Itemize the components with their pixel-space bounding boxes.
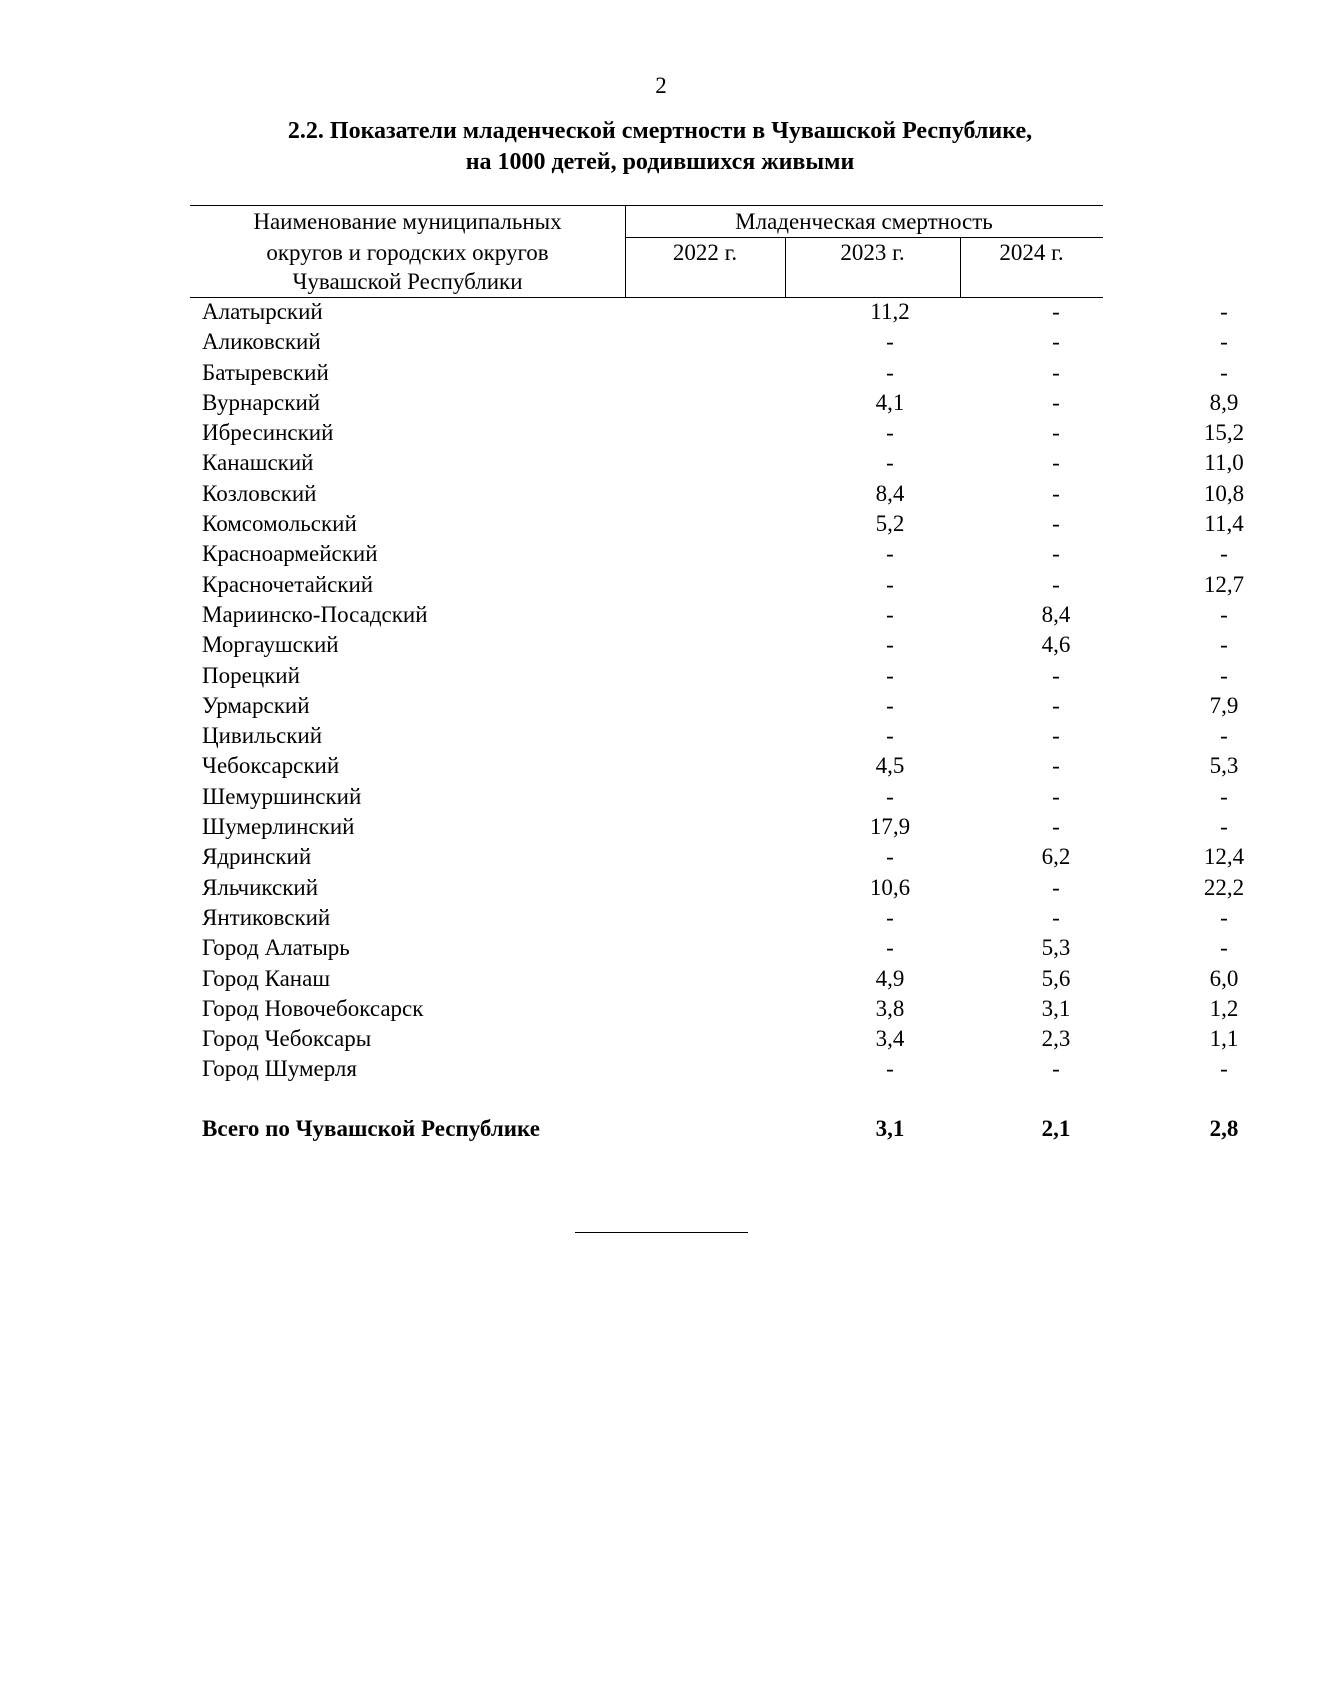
cell-2024: - (1220, 541, 1228, 567)
row-name: Канашский (202, 450, 314, 476)
total-2022: 3,1 (875, 1116, 905, 1141)
row-name: Порецкий (202, 662, 300, 688)
cell-2023: - (1052, 511, 1060, 537)
cell-2024: - (1220, 601, 1228, 627)
cell-2023: 4,6 (1041, 632, 1071, 658)
cell-2023: - (1052, 723, 1060, 749)
row-name: Янтиковский (202, 904, 331, 930)
table-row (190, 903, 1228, 933)
table-row (190, 782, 1228, 812)
cell-2024: - (1220, 299, 1228, 324)
row-name: Шемуршинский (202, 783, 362, 809)
row-name: Козловский (202, 480, 317, 506)
cell-2022: - (886, 359, 894, 385)
row-name: Шумерлинский (202, 814, 355, 840)
cell-2024: 10,8 (1203, 480, 1245, 506)
row-name: Город Алатырь (202, 935, 350, 961)
cell-2024: 12,7 (1203, 571, 1245, 597)
table-row (190, 388, 1239, 418)
table-total-row (190, 1114, 1239, 1146)
row-name: Яльчикский (202, 874, 319, 900)
document-title (190, 116, 1130, 178)
cell-2023: - (1052, 783, 1060, 809)
cell-2022: 3,4 (875, 1026, 905, 1052)
table-row (190, 1054, 1228, 1084)
row-name: Город Чебоксары (202, 1026, 372, 1052)
table-row (190, 933, 1228, 963)
total-label: Всего по Чувашской Республике (202, 1116, 540, 1141)
cell-2022: - (886, 632, 894, 658)
table-row (190, 812, 1228, 842)
cell-2023: - (1052, 571, 1060, 597)
cell-2022: - (886, 662, 894, 688)
cell-2024: 7,9 (1209, 692, 1239, 718)
row-name: Чебоксарский (202, 753, 340, 779)
table-row (190, 1024, 1239, 1054)
cell-2022: - (886, 1056, 894, 1082)
table-row (190, 873, 1245, 903)
cell-2024: - (1220, 783, 1228, 809)
table-row (190, 297, 1228, 327)
table-row (190, 418, 1245, 448)
header-year-2022: 2022 г. (672, 240, 738, 265)
table-row (190, 751, 1239, 781)
page-number: 2 (655, 73, 667, 98)
cell-2024: - (1220, 632, 1228, 658)
header-year-2023: 2023 г. (840, 240, 905, 265)
cell-2024: 6,0 (1209, 965, 1239, 991)
row-name: Аликовский (202, 329, 321, 355)
cell-2024: - (1220, 723, 1228, 749)
cell-2023: - (1052, 874, 1060, 900)
table-row (190, 327, 1228, 357)
row-name: Урмарский (202, 692, 310, 718)
cell-2024: - (1220, 935, 1228, 961)
cell-2022: - (886, 450, 894, 476)
cell-2022: - (886, 844, 894, 870)
cell-2022: - (886, 329, 894, 355)
cell-2023: 6,2 (1041, 844, 1071, 870)
row-name: Моргаушский (202, 632, 339, 658)
cell-2022: - (886, 935, 894, 961)
cell-2023: 3,1 (1041, 995, 1071, 1021)
cell-2024: - (1220, 814, 1228, 840)
cell-2023: - (1052, 1056, 1060, 1082)
table-row (190, 479, 1245, 509)
cell-2024: 12,4 (1203, 844, 1245, 870)
cell-2022: 3,8 (875, 995, 905, 1021)
table-row (190, 630, 1228, 660)
cell-2024: - (1220, 329, 1228, 355)
row-name: Ядринский (202, 844, 312, 870)
cell-2023: - (1052, 541, 1060, 567)
table-row (190, 964, 1239, 994)
table-row (190, 994, 1239, 1024)
cell-2023: 5,3 (1041, 935, 1071, 961)
cell-2023: - (1052, 814, 1060, 840)
cell-2022: - (886, 420, 894, 446)
cell-2024: 15,2 (1203, 420, 1245, 446)
row-name: Ибресинский (202, 420, 334, 446)
cell-2022: - (886, 723, 894, 749)
cell-2022: 4,1 (875, 389, 905, 415)
header-group-label: Младенческая смертность (735, 209, 993, 234)
table-row (190, 539, 1228, 569)
row-name: Красноармейский (202, 541, 378, 567)
table-row (190, 600, 1228, 630)
header-name-line-2: округов и городских округов (266, 240, 549, 265)
cell-2022: - (886, 783, 894, 809)
cell-2022: 8,4 (875, 480, 905, 506)
table-body (190, 297, 1245, 1085)
cell-2023: - (1052, 420, 1060, 446)
cell-2023: 8,4 (1041, 601, 1071, 627)
row-name: Комсомольский (202, 511, 357, 537)
cell-2022: 11,2 (870, 299, 910, 324)
end-rule (575, 1232, 748, 1233)
cell-2023: - (1052, 904, 1060, 930)
row-name: Город Новочебоксарск (202, 995, 424, 1021)
title-line-1: 2.2. Показатели младенческой смертности в Чувашской Республике, (287, 118, 1033, 144)
cell-2024: 5,3 (1209, 753, 1239, 779)
cell-2024: - (1220, 904, 1228, 930)
table-row (190, 691, 1239, 721)
table-row (190, 570, 1245, 600)
table-row (190, 358, 1228, 388)
cell-2022: - (886, 692, 894, 718)
total-2023: 2,1 (1041, 1116, 1071, 1141)
header-name-line-1: Наименование муниципальных (253, 209, 562, 234)
table-row (190, 842, 1245, 872)
table-row (190, 721, 1228, 751)
row-name: Цивильский (202, 723, 323, 749)
cell-2024: 1,2 (1209, 995, 1239, 1021)
title-line-2: на 1000 детей, родившихся живыми (465, 149, 855, 175)
table-row (190, 661, 1228, 691)
cell-2023: - (1052, 299, 1060, 324)
row-name: Алатырский (202, 299, 323, 324)
cell-2022: 17,9 (869, 814, 911, 840)
cell-2023: 5,6 (1041, 965, 1071, 991)
cell-2024: 11,4 (1204, 511, 1244, 537)
cell-2022: 4,5 (875, 753, 905, 779)
cell-2022: - (886, 541, 894, 567)
row-name: Батыревский (202, 359, 329, 385)
cell-2024: 8,9 (1209, 389, 1239, 415)
cell-2023: 2,3 (1041, 1026, 1071, 1052)
cell-2023: - (1052, 450, 1060, 476)
cell-2022: 10,6 (869, 874, 911, 900)
header-name-line-3: Чувашской Республики (292, 269, 523, 294)
cell-2023: - (1052, 662, 1060, 688)
table-row (190, 448, 1244, 478)
cell-2024: - (1220, 662, 1228, 688)
cell-2023: - (1052, 359, 1060, 385)
row-name: Город Канаш (202, 965, 331, 991)
cell-2024: 1,1 (1209, 1026, 1239, 1052)
cell-2024: - (1220, 359, 1228, 385)
cell-2024: 11,0 (1204, 450, 1244, 476)
row-name: Город Шумерля (202, 1056, 357, 1082)
cell-2024: - (1220, 1056, 1228, 1082)
cell-2024: 22,2 (1203, 874, 1245, 900)
header-top-rule (190, 205, 1103, 206)
cell-2022: 5,2 (875, 511, 905, 537)
cell-2022: - (886, 904, 894, 930)
row-name: Мариинско-Посадский (202, 601, 428, 627)
cell-2023: - (1052, 480, 1060, 506)
cell-2023: - (1052, 389, 1060, 415)
cell-2022: - (886, 601, 894, 627)
cell-2023: - (1052, 692, 1060, 718)
cell-2023: - (1052, 329, 1060, 355)
cell-2022: 4,9 (875, 965, 905, 991)
table-row (190, 509, 1244, 539)
cell-2022: - (886, 571, 894, 597)
header-year-2024: 2024 г. (999, 240, 1064, 265)
row-name: Вурнарский (202, 389, 321, 415)
total-2024: 2,8 (1209, 1116, 1239, 1141)
cell-2023: - (1052, 753, 1060, 779)
row-name: Красночетайский (202, 571, 374, 597)
